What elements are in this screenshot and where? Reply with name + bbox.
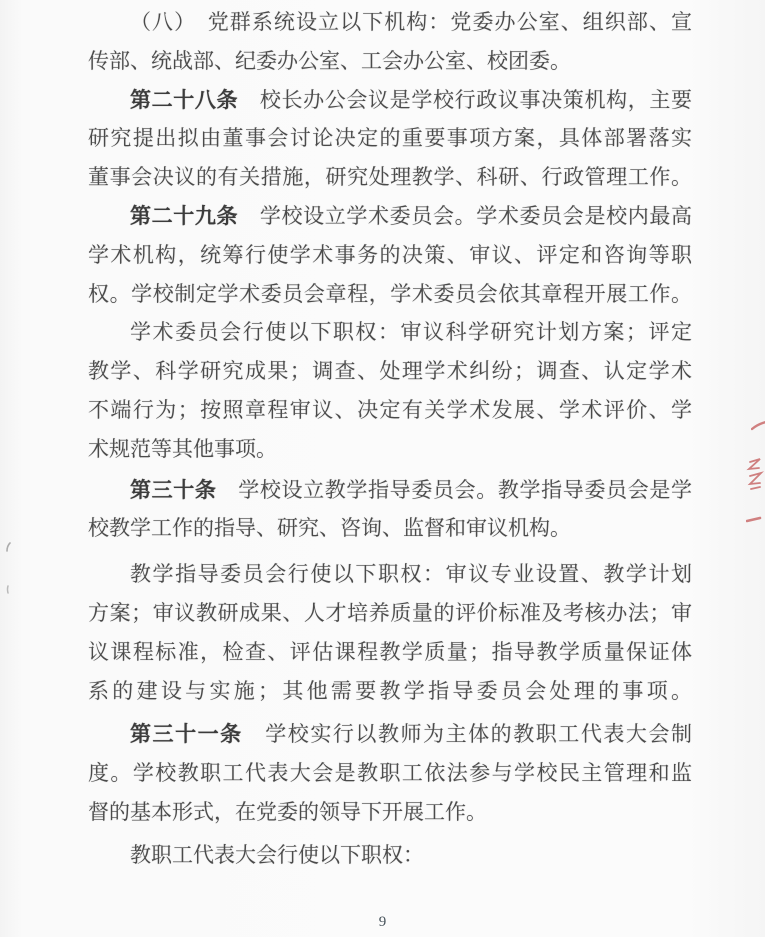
line-text: 议课程标准，检查、评估课程教学质量；指导教学质量保证体 (88, 639, 692, 664)
line-text: 学校设立学术委员会。学术委员会是校内最高 (238, 203, 692, 228)
paragraph-academic-committee-powers (88, 313, 692, 468)
line-text: 学校设立教学指导委员会。教学指导委员会是学 (216, 477, 692, 502)
document-text-block (88, 3, 692, 875)
line-text: 教学指导委员会行使以下职权：审议专业设置、教学计划 (130, 562, 692, 587)
article-number: 第三十条 (130, 478, 217, 502)
paragraph-article-28 (88, 81, 692, 197)
text-line (88, 633, 692, 672)
text-line (88, 836, 692, 875)
red-dash-mark (746, 515, 762, 523)
text-line (88, 42, 692, 81)
text-line (88, 672, 692, 711)
red-tick-mark (751, 420, 765, 431)
text-line (88, 793, 692, 832)
text-line (88, 236, 692, 275)
text-line (88, 391, 692, 430)
gray-speck (4, 540, 12, 558)
line-text: 教学、科学研究成果；调查、处理学术纠纷；调查、认定学术 (88, 359, 692, 384)
text-line (88, 275, 692, 314)
text-line (88, 754, 692, 793)
paragraph-staff-congress-powers (88, 836, 692, 875)
line-text: 不端行为；按照章程审议、决定有关学术发展、学术评价、学 (88, 397, 692, 422)
article-number: 第三十一条 (130, 723, 243, 747)
line-text: 传部、统战部、纪委办公室、工会办公室、校团委。 (88, 48, 571, 73)
text-line (88, 594, 692, 633)
line-text: 督的基本形式，在党委的领导下开展工作。 (88, 799, 487, 824)
line-text: 董事会决议的有关措施，研究处理教学、科研、行政管理工作。 (88, 165, 692, 190)
line-text: 学术机构，统筹行使学术事务的决策、审议、评定和咨询等职 (88, 242, 692, 267)
text-line (88, 158, 692, 197)
red-scribble-mark (745, 458, 765, 502)
page-number: 9 (378, 914, 387, 930)
text-line (88, 471, 692, 510)
line-text: 学术委员会行使以下职权：审议科学研究计划方案；评定 (130, 320, 692, 345)
text-line (88, 81, 692, 120)
line-text: 术规范等其他事项。 (88, 436, 277, 461)
text-line (88, 119, 692, 158)
article-number: 第二十九条 (130, 204, 239, 228)
paragraph-article-30 (88, 471, 692, 549)
text-line (88, 197, 692, 236)
paragraph-clause-8 (88, 3, 692, 81)
line-text: 系的建设与实施；其他需要教学指导委员会处理的事项。 (88, 678, 692, 703)
article-number: 第二十八条 (130, 88, 239, 112)
text-line (88, 555, 692, 594)
paragraph-teaching-committee-powers (88, 555, 692, 710)
paragraph-article-31 (88, 715, 692, 831)
text-line (88, 352, 692, 391)
line-text: 权。学校制定学术委员会章程，学术委员会依其章程开展工作。 (88, 281, 692, 306)
paragraph-article-29 (88, 197, 692, 313)
text-line (88, 430, 692, 469)
line-text: 教职工代表大会行使以下职权： (130, 842, 424, 867)
line-text: 度。学校教职工代表大会是教职工依法参与学校民主管理和监 (88, 761, 692, 786)
text-line (88, 313, 692, 352)
text-line (88, 715, 692, 754)
line-text: 学校实行以教师为主体的教职工代表大会制 (242, 722, 692, 747)
line-text: 方案；审议教研成果、人才培养质量的评价标准及考核办法；审 (88, 600, 692, 625)
text-line (88, 3, 692, 42)
line-text: 校教学工作的指导、研究、咨询、监督和审议机构。 (88, 516, 571, 541)
line-text: 研究提出拟由董事会讨论决定的重要事项方案，具体部署落实 (88, 126, 692, 151)
line-text: 校长办公会议是学校行政议事决策机构，主要 (238, 87, 692, 112)
line-text: （八） 党群系统设立以下机构：党委办公室、组织部、宣 (130, 10, 692, 34)
text-line (88, 509, 692, 548)
gray-speck (4, 581, 11, 599)
